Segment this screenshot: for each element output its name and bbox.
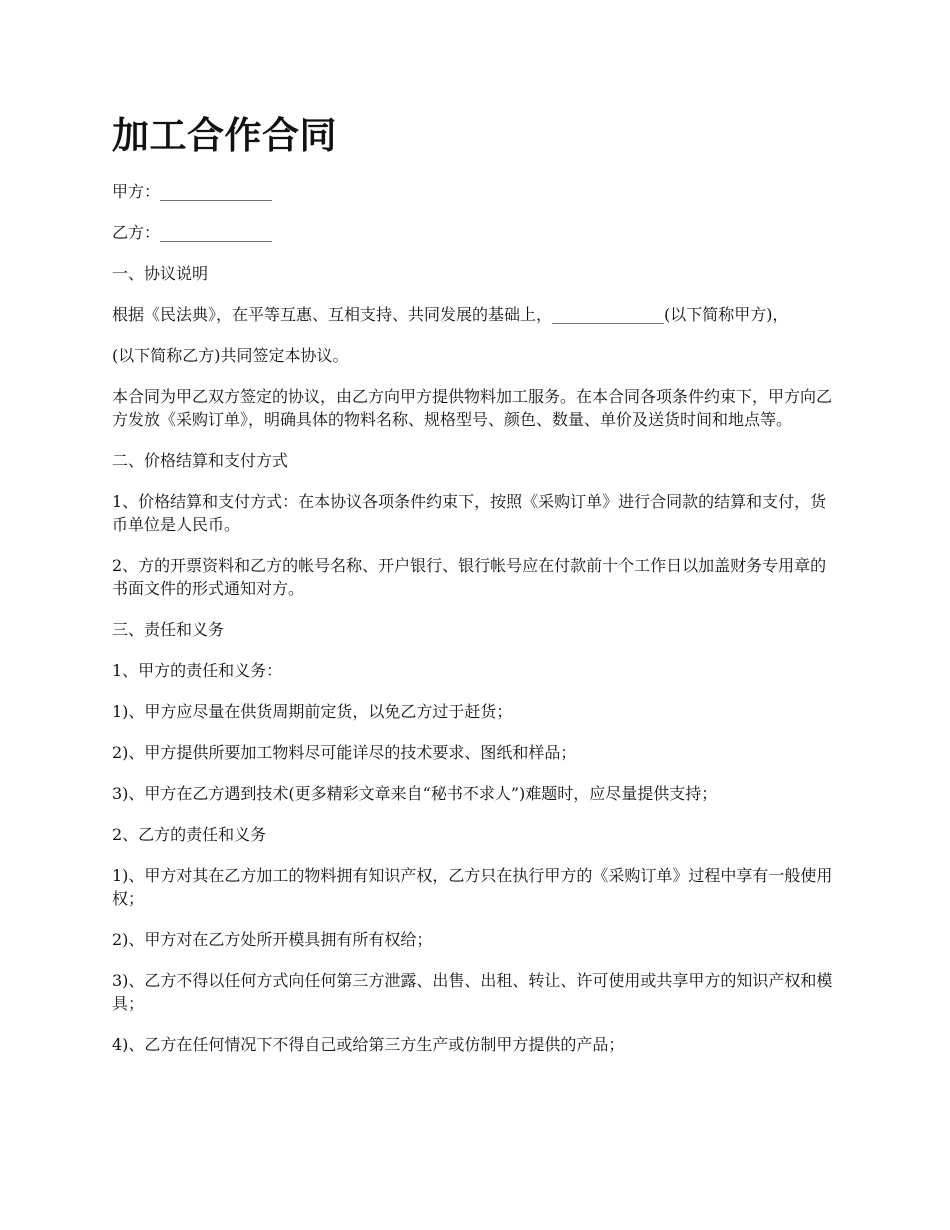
- subheading-party-a-obligations: 1、甲方的责任和义务：: [112, 661, 283, 680]
- clause-party-a-2: 2)、甲方提供所要加工物料尽可能详尽的技术要求、图纸和样品；: [112, 743, 577, 762]
- clause-payment-1: 1、价格结算和支付方式：在本协议各项条件约束下，按照《采购订单》进行合同款的结算和支付，货币单位是人民币。: [112, 492, 827, 534]
- section-heading-payment: 二、价格结算和支付方式: [112, 451, 289, 470]
- clause-party-a-3: 3)、甲方在乙方遇到技术(更多精彩文章来自“秘书不求人”)难题时，应尽量提供支持；: [112, 784, 718, 803]
- party-a-line: 甲方：______________: [112, 182, 273, 201]
- subheading-party-b-obligations: 2、乙方的责任和义务: [112, 825, 267, 844]
- party-b-line: 乙方：______________: [112, 223, 273, 242]
- clause-party-b-3: 3)、乙方不得以任何方式向任何第三方泄露、出售、出租、转让、许可使用或共享甲方的知识产权和模具；: [112, 971, 833, 1013]
- clause-party-b-4: 4)、乙方在任何情况下不得自己或给第三方生产或仿制甲方提供的产品；: [112, 1035, 625, 1054]
- document-title: 加工合作合同: [112, 114, 337, 157]
- section-heading-obligations: 三、责任和义务: [112, 620, 225, 639]
- paragraph-basis: 根据《民法典》，在平等互惠、互相支持、共同发展的基础上，______________(以下简称甲方)，: [112, 305, 789, 324]
- paragraph-signing: (以下简称乙方)共同签定本协议。: [112, 346, 349, 365]
- paragraph-contract-scope: 本合同为甲乙双方签定的协议，由乙方向甲方提供物料加工服务。在本合同各项条件约束下，甲方向乙方发放《采购订单》，明确具体的物料名称、规格型号、颜色、数量、单价及送货时间和地点等。: [112, 387, 833, 429]
- section-heading-agreement: 一、协议说明: [112, 264, 209, 283]
- clause-party-a-1: 1)、甲方应尽量在供货周期前定货，以免乙方过于赶货；: [112, 702, 513, 721]
- clause-party-b-1: 1)、甲方对其在乙方加工的物料拥有知识产权，乙方只在执行甲方的《采购订单》过程中享有一般使用权；: [112, 866, 833, 908]
- document-body: [112, 180, 840, 1074]
- clause-payment-2: 2、方的开票资料和乙方的帐号名称、开户银行、银行帐号应在付款前十个工作日以加盖财务专用章的书面文件的形式通知对方。: [112, 556, 827, 598]
- clause-party-b-2: 2)、甲方对在乙方处所开模具拥有所有权给；: [112, 930, 433, 949]
